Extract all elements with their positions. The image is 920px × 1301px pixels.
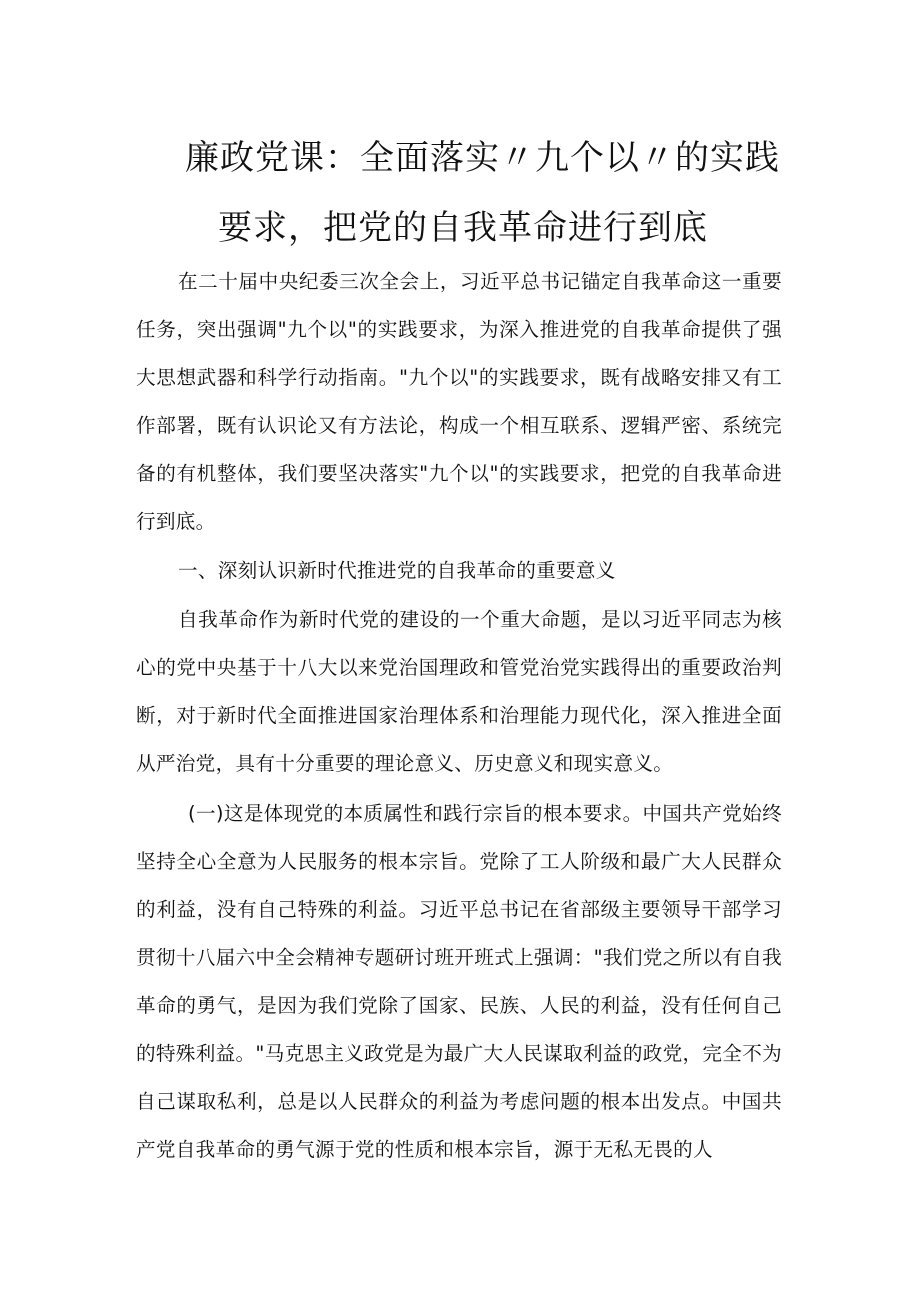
- section-1-paragraph: 自我革命作为新时代党的建设的一个重大命题，是以习近平同志为核心的党中央基于十八大以来党治国理政和管党治党实践得出的重要政治判断，对于新时代全面推进国家治理体系和治理能力现代化，深入推进全面从严治党，具有十分重要的理论意义、历史意义和现实意义。: [136, 608, 782, 775]
- section-heading-1: 一、深刻认识新时代推进党的自我革命的重要意义: [178, 559, 616, 582]
- intro-paragraph: 在二十届中央纪委三次全会上，习近平总书记锚定自我革命这一重要任务，突出强调"九个以"的实践要求，为深入推进党的自我革命提供了强大思想武器和科学行动指南。"九个以"的实践要求，既有战略安排又有工作部署，既有认识论又有方法论，构成一个相互联系、逻辑严密、系统完备的有机整体，我们要坚决落实"九个以"的实践要求，把党的自我革命进行到底。: [136, 270, 782, 533]
- subsection-1-paragraph: (一)这是体现党的本质属性和践行宗旨的根本要求。中国共产党始终坚持全心全意为人民服务的根本宗旨。党除了工人阶级和最广大人民群众的利益，没有自己特殊的利益。习近平总书记在省部级主要领导干部学习贯彻十八届六中全会精神专题研讨班开班式上强调："我们党之所以有自我革命的勇气，是因为我们党除了国家、民族、人民的利益，没有任何自己的特殊利益。"马克思主义政党是为最广大人民谋取利益的政党，完全不为自己谋取私利，总是以人民群众的利益为考虑问题的根本出发点。中国共产党自我革命的勇气源于党的性质和根本宗旨，源于无私无畏的人: [136, 802, 782, 1161]
- document-title-line-1: 廉政党课：全面落实〃九个以〃的实践: [185, 138, 780, 178]
- document-title-line-2: 要求，把党的自我革命进行到底: [218, 208, 708, 248]
